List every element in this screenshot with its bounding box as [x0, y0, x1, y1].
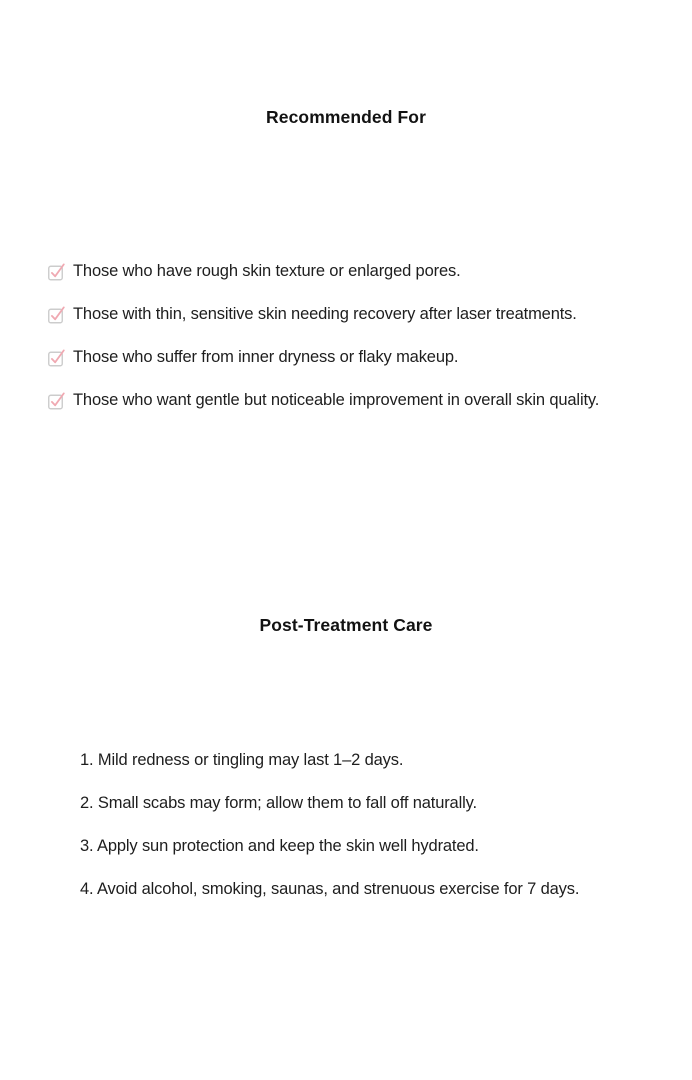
list-item-text: 4. Avoid alcohol, smoking, saunas, and strenuous exercise for 7 days.	[80, 880, 580, 898]
list-item	[80, 751, 579, 769]
list-item	[48, 262, 599, 280]
list-item-text: Those who suffer from inner dryness or flaky makeup.	[73, 348, 459, 366]
list-item	[80, 880, 579, 898]
list-item-text: Those with thin, sensitive skin needing recovery after laser treatments.	[73, 305, 577, 323]
list-item	[48, 391, 599, 409]
checkbox-checked-icon	[48, 392, 66, 410]
list-item-text: 2. Small scabs may form; allow them to fall off naturally.	[80, 794, 477, 812]
list-item-text: Those who want gentle but noticeable improvement in overall skin quality.	[73, 391, 600, 409]
list-item	[48, 305, 599, 323]
list-item-text: 1. Mild redness or tingling may last 1–2 days.	[80, 751, 404, 769]
checkbox-checked-icon	[48, 263, 66, 281]
post-treatment-care-list	[80, 751, 579, 923]
recommended-for-list	[48, 262, 599, 434]
checkbox-checked-icon	[48, 349, 66, 367]
list-item-text: Those who have rough skin texture or enlarged pores.	[73, 262, 461, 280]
list-item-text: 3. Apply sun protection and keep the skin well hydrated.	[80, 837, 479, 855]
recommended-for-title: Recommended For	[266, 107, 426, 127]
checkbox-checked-icon	[48, 306, 66, 324]
list-item	[48, 348, 599, 366]
list-item	[80, 794, 579, 812]
list-item	[80, 837, 579, 855]
post-treatment-care-title: Post-Treatment Care	[259, 615, 433, 635]
